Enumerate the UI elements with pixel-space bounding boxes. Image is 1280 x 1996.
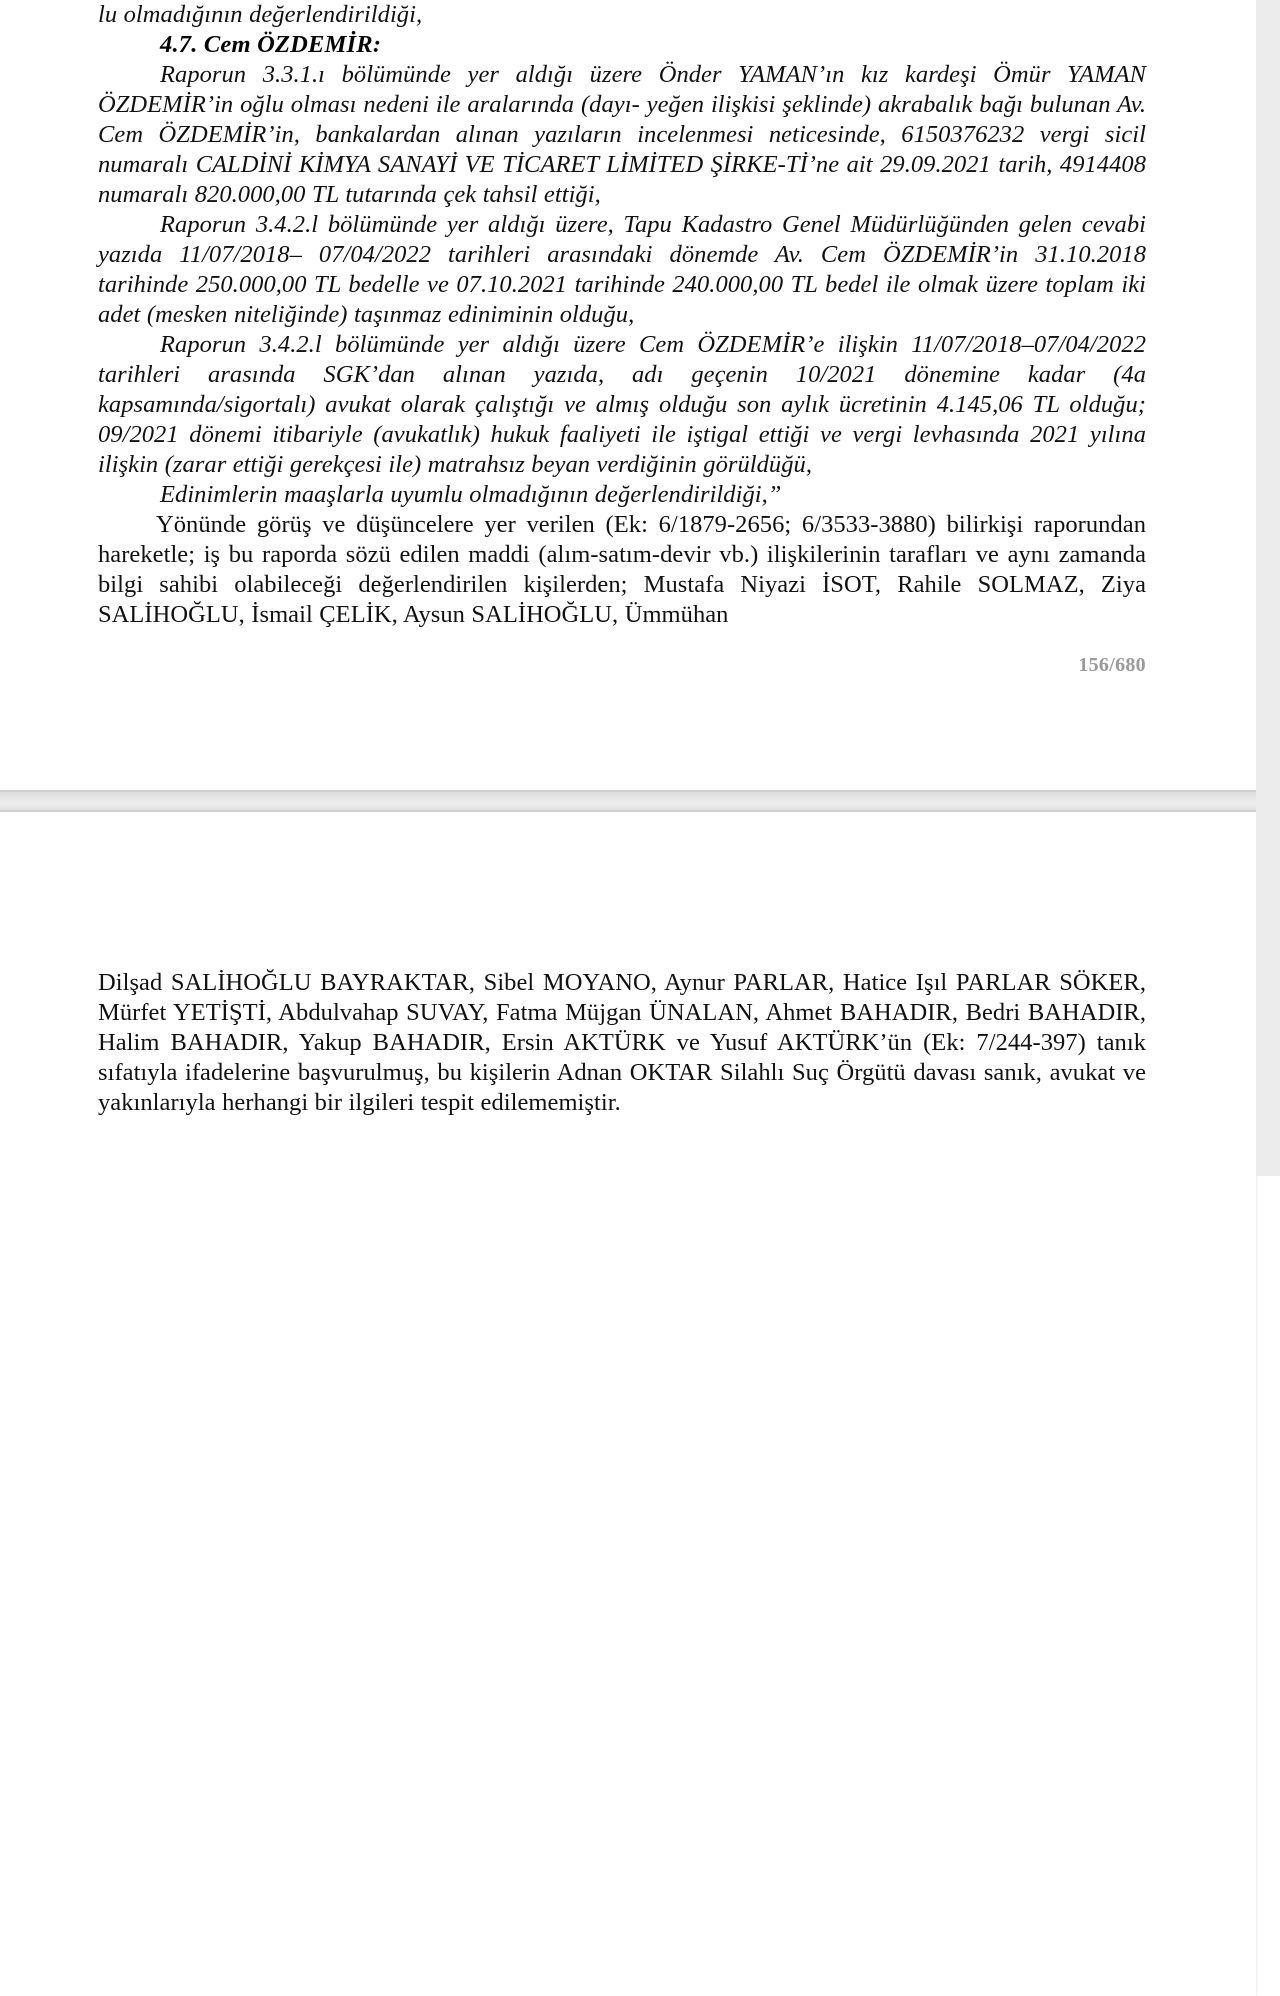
paragraph-3-4-2-sgk: Raporun 3.4.2.l bölümünde yer aldığı üzere Cem ÖZDEMİR’e ilişkin 11/07/2018–07/04/2022 tarihleri arasında SGK’dan alınan yazıda, adı geçenin 10/2021 dönemine kadar (4a kapsamında/sigortalı) avukat olarak çalıştığı ve almış olduğu son aylık ücretinin 4.145,06 TL olduğu; 09/2021 dönemi itibariyle (avukatlık) hukuk faaliyeti ile iştigal ettiği ve vergi levhasında 2021 yılına ilişkin (zarar ettiği gerekçesi ile) matrahsız beyan verdiğinin görüldüğü, xyxy=(98,331,1146,478)
page-two-text-column xyxy=(98,968,1146,1118)
paragraph-edinimler: Edinimlerin maaşlarla uyumlu olmadığının değerlendirildiği,” xyxy=(160,481,782,508)
page-separator-bottom-edge xyxy=(0,810,1280,812)
page-one-text-column xyxy=(98,0,1146,630)
page-number-label: 156/680 xyxy=(1078,654,1146,676)
paragraph-closing-witness-list: Yönünde görüş ve düşüncelere yer verilen (Ek: 6/1879-2656; 6/3533-3880) bilirkişi raporundan hareketle; iş bu raporda sözü edilen maddi (alım-satım-devir vb.) ilişkilerinin tarafları ve aynı zamanda bilgi sahibi olabileceği değerlendirilen kişilerden; Mustafa Niyazi İSOT, Rahile SOLMAZ, Ziya SALİHOĞLU, İsmail ÇELİK, Aysun SALİHOĞLU, Ümmühan xyxy=(98,511,1146,628)
section-heading-4-7: 4.7. Cem ÖZDEMİR: xyxy=(160,31,382,58)
paragraph-3-4-2-tapu: Raporun 3.4.2.l bölümünde yer aldığı üzere, Tapu Kadastro Genel Müdürlüğünden gelen cevabi yazıda 11/07/2018– 07/04/2022 tarihleri arasındaki dönemde Av. Cem ÖZDEMİR’in 31.10.2018 tarihinde 250.000,00 TL bedelle ve 07.10.2021 tarihinde 240.000,00 TL bedel ile olmak üzere toplam iki adet (mesken niteliğinde) taşınmaz ediniminin olduğu, xyxy=(98,211,1146,328)
continuation-line: lu olmadığının değerlendirildiği, xyxy=(98,1,423,28)
viewer-right-margin xyxy=(1256,0,1280,1176)
paragraph-3-3-1: Raporun 3.3.1.ı bölümünde yer aldığı üzere Önder YAMAN’ın kız kardeşi Ömür YAMAN ÖZDEMİR’in oğlu olması nedeni ile aralarında (dayı- yeğen ilişkisi şeklinde) akrabalık bağı bulunan Av. Cem ÖZDEMİR’in, bankalardan alınan yazıların incelenmesi neticesinde, 6150376232 vergi sicil numaralı CALDİNİ KİMYA SANAYİ VE TİCARET LİMİTED ŞİRKE-Tİ’ne ait 29.09.2021 tarih, 4914408 numaralı 820.000,00 TL tutarında çek tahsil ettiği, xyxy=(98,61,1146,208)
page-separator xyxy=(0,792,1280,812)
paragraph-witness-continuation: Dilşad SALİHOĞLU BAYRAKTAR, Sibel MOYANO, Aynur PARLAR, Hatice Işıl PARLAR SÖKER, Mürfet YETİŞTİ, Abdulvahap SUVAY, Fatma Müjgan ÜNALAN, Ahmet BAHADIR, Bedri BAHADIR, Halim BAHADIR, Yakup BAHADIR, Ersin AKTÜRK ve Yusuf AKTÜRK’ün (Ek: 7/244-397) tanık sıfatıyla ifadelerine başvurulmuş, bu kişilerin Adnan OKTAR Silahlı Suç Örgütü davası sanık, avukat ve yakınlarıyla herhangi bir ilgileri tespit edilememiştir. xyxy=(98,969,1146,1116)
